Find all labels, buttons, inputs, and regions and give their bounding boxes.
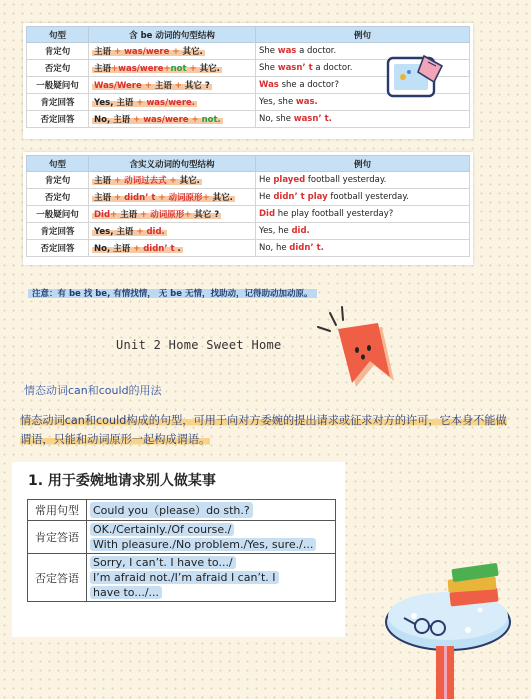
header-example: 例句 [256,156,470,172]
table-row: 否定答语 Sorry, I can’t. I have to.../ I’m afraid not./I’m afraid I can’t. I have to.../... [28,554,336,602]
table-row: 常用句型 Could you（please）do sth.? [28,500,336,521]
table-row: 肯定回答 Yes, 主语 + did. Yes, he did. [27,223,470,240]
table-row: 否定句 主语+was/were+not + 其它. She wasn’ t a doctor. [27,60,470,77]
table-row: 一般疑问句 Was/Were + 主语 + 其它 ? Was she a doctor? [27,77,470,94]
header-type: 句型 [27,27,89,43]
table-row: 肯定回答 Yes, 主语 + was/were. Yes, she was. [27,94,470,111]
request-card-title: 1. 用于委婉地请求别人做某事 [28,473,216,489]
tablet-doodle-icon [384,52,448,102]
books-table-doodle-icon [380,560,520,699]
bookmark-doodle-icon [312,305,408,395]
header-structure: 含实义动词的句型结构 [89,156,256,172]
table-row: 一般疑问句 Did+ 主语 + 动词原形+ 其它 ? Did he play football yesterday? [27,206,470,223]
table-row: 否定句 主语 + didn’ t + 动词原形+ 其它. He didn’ t play football yesterday. [27,189,470,206]
action-verb-table-card [23,152,473,265]
header-structure: 含 be 动词的句型结构 [89,27,256,43]
table-row: 肯定句 主语 + was/were + 其它. She was a doctor. [27,43,470,60]
section-title: 情态动词can和could的用法 [24,384,162,397]
explanation-paragraph: 情态动词can和could构成的句型，可用于向对方委婉的提出请求或征求对方的许可，它本身不能做谓语，只能和动词原形一起构成谓语。 [20,414,507,446]
table-row: 肯定答语 OK./Certainly./Of course./ With pleasure./No problem./Yes, sure./... [28,521,336,554]
header-type: 句型 [27,156,89,172]
unit-title: Unit 2 Home Sweet Home [116,338,282,352]
table-row: 否定回答 No, 主语 + didn’ t . No, he didn’ t. [27,240,470,257]
action-verb-table [26,155,470,257]
header-example: 例句 [256,27,470,43]
table-row: 否定回答 No, 主语 + was/were + not. No, she wasn’ t. [27,111,470,128]
request-table [27,499,336,602]
table-row: 肯定句 主语 + 动词过去式 + 其它. He played football yesterday. [27,172,470,189]
grammar-note: 注意：有 be 找 be, 有情找情， 无 be 无情，找助动，记得助动加动原。 [28,286,317,300]
